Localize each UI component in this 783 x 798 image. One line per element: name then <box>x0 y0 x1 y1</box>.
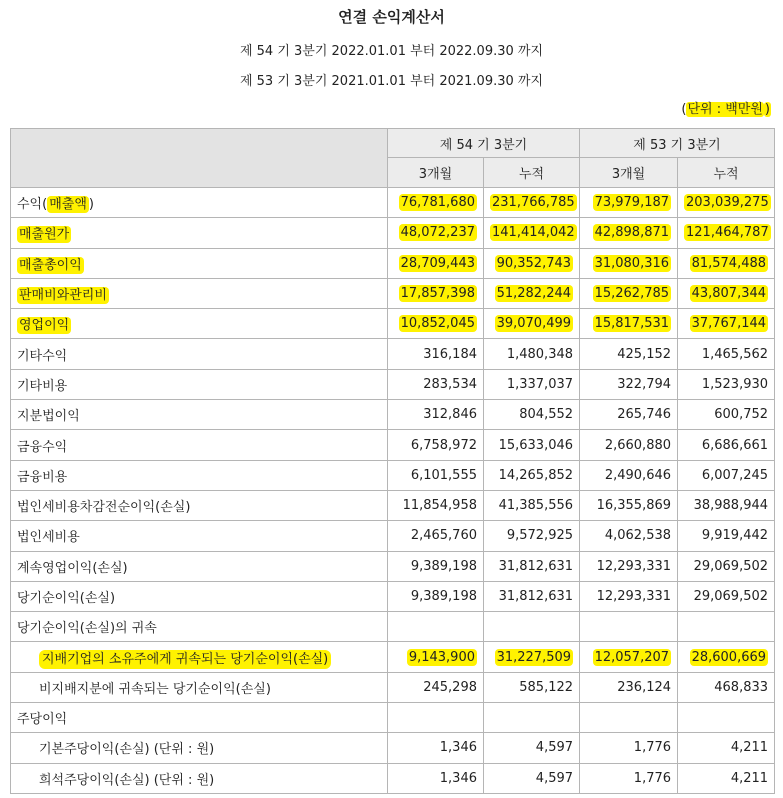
row-label: 금융수익 <box>11 430 388 460</box>
row-label: 법인세비용차감전순이익(손실) <box>11 490 388 520</box>
table-row: 희석주당이익(손실) (단위 : 원) 1,346 4,597 1,776 4,211 <box>11 763 775 793</box>
table-row: 비지배지분에 귀속되는 당기순이익(손실) 245,298 585,122 236,124 468,833 <box>11 672 775 702</box>
row-label: 지분법이익 <box>11 400 388 430</box>
table-row: 매출총이익 28,709,443 90,352,743 31,080,316 81,574,488 <box>11 248 775 278</box>
income-statement-table <box>10 128 775 794</box>
table-row: 지분법이익 312,846 804,552 265,746 600,752 <box>11 400 775 430</box>
row-label: 희석주당이익(손실) (단위 : 원) <box>11 763 388 793</box>
row-label: 비지배지분에 귀속되는 당기순이익(손실) <box>11 672 388 702</box>
table-row <box>11 612 775 642</box>
row-label: 영업이익 <box>11 309 388 339</box>
row-label: 기본주당이익(손실) (단위 : 원) <box>11 733 388 763</box>
period-current: 제 54 기 3분기 2022.01.01 부터 2022.09.30 까지 <box>239 44 544 59</box>
row-label: 금융비용 <box>11 460 388 490</box>
row-label: 법인세비용 <box>11 521 388 551</box>
table-row: 당기순이익(손실) 9,389,198 31,812,631 12,293,331 29,069,502 <box>11 581 775 611</box>
row-label: 당기순이익(손실)의 귀속 <box>11 612 388 642</box>
row-label: 매출원가 <box>11 218 388 248</box>
header-period-54: 제 54 기 3분기 <box>388 129 580 158</box>
table-row: 지배기업의 소유주에게 귀속되는 당기순이익(손실) 9,143,900 31,227,509 12,057,207 28,600,669 <box>11 642 775 672</box>
table-row: 기타수익 316,184 1,480,348 425,152 1,465,562 <box>11 339 775 369</box>
row-label: 판매비와관리비 <box>11 278 388 308</box>
row-label: 계속영업이익(손실) <box>11 551 388 581</box>
row-label: 기타수익 <box>11 339 388 369</box>
table-row <box>11 703 775 733</box>
period-previous: 제 53 기 3분기 2021.01.01 부터 2021.09.30 까지 <box>239 74 544 89</box>
table-row: 매출원가 48,072,237 141,414,042 42,898,871 121,464,787 <box>11 218 775 248</box>
table-row: 판매비와관리비 17,857,398 51,282,244 15,262,785 43,807,344 <box>11 278 775 308</box>
unit-note: (단위 : 백만원 ) <box>681 102 770 117</box>
row-label: 수익( 매출액 ) <box>11 188 388 218</box>
row-label: 주당이익 <box>11 703 388 733</box>
row-label: 지배기업의 소유주에게 귀속되는 당기순이익(손실) <box>11 642 388 672</box>
table-row: 법인세비용 2,465,760 9,572,925 4,062,538 9,919,442 <box>11 521 775 551</box>
header-53-3m: 3개월 <box>580 158 678 188</box>
table-row: 금융비용 6,101,555 14,265,852 2,490,646 6,007,245 <box>11 460 775 490</box>
row-label: 당기순이익(손실) <box>11 581 388 611</box>
statement-title: 연결 손익계산서 <box>338 8 445 26</box>
table-row: 계속영업이익(손실) 9,389,198 31,812,631 12,293,331 29,069,502 <box>11 551 775 581</box>
row-label: 매출총이익 <box>11 248 388 278</box>
table-row: 금융수익 6,758,972 15,633,046 2,660,880 6,686,661 <box>11 430 775 460</box>
table-row: 기타비용 283,534 1,337,037 322,794 1,523,930 <box>11 369 775 399</box>
header-54-cum: 누적 <box>484 158 580 188</box>
header-empty <box>11 129 388 188</box>
table-row: 영업이익 10,852,045 39,070,499 15,817,531 37,767,144 <box>11 309 775 339</box>
table-row: 법인세비용차감전순이익(손실) 11,854,958 41,385,556 16,355,869 38,988,944 <box>11 490 775 520</box>
header-53-cum: 누적 <box>678 158 775 188</box>
header-54-3m: 3개월 <box>388 158 484 188</box>
table-row: 수익( 매출액 ) 76,781,680 231,766,785 73,979,187 203,039,275 <box>11 188 775 218</box>
table-row: 기본주당이익(손실) (단위 : 원) 1,346 4,597 1,776 4,211 <box>11 733 775 763</box>
header-period-53: 제 53 기 3분기 <box>580 129 775 158</box>
row-label: 기타비용 <box>11 369 388 399</box>
unit-highlight: 단위 : 백만원 <box>687 102 763 117</box>
